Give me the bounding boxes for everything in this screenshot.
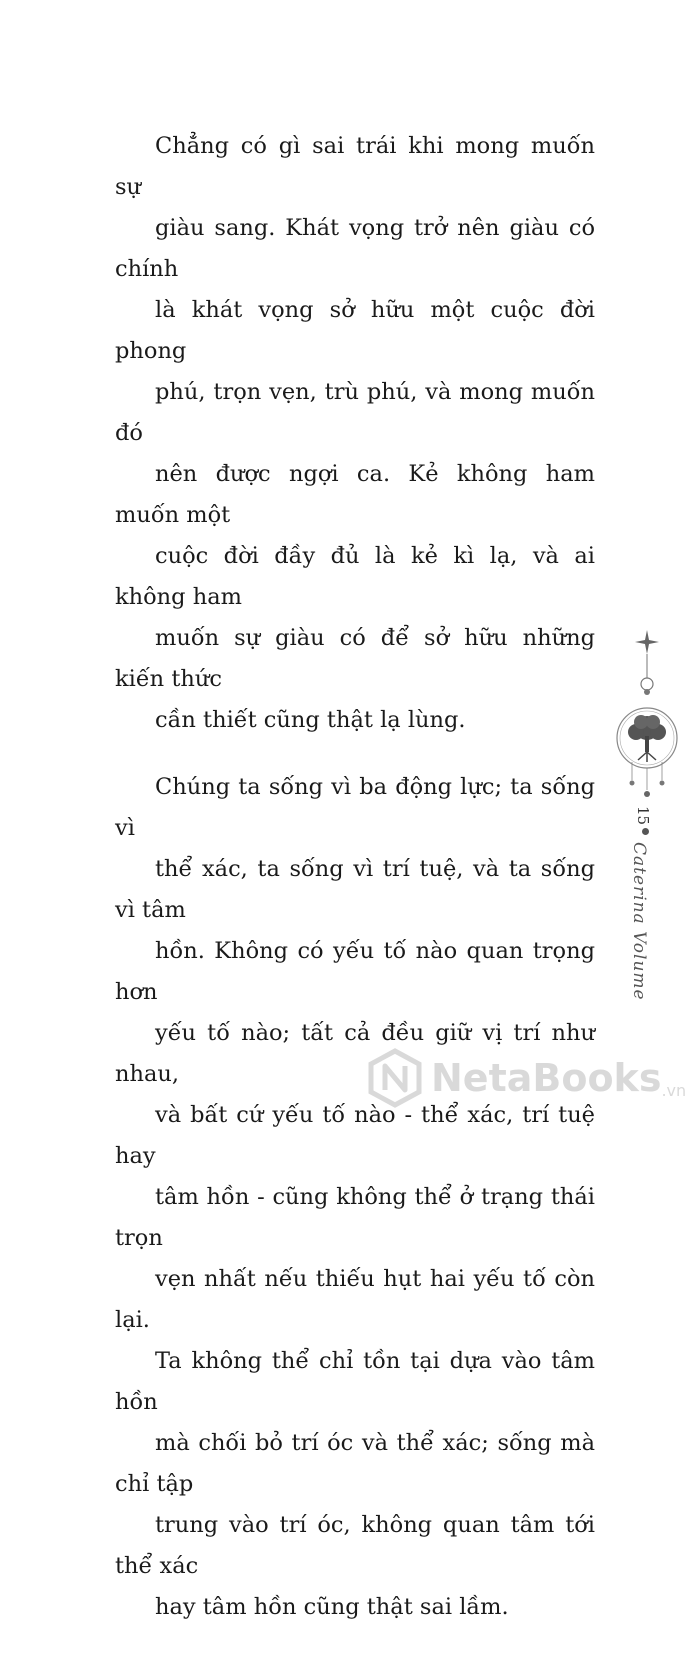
tree-of-life-pendant-icon: [612, 630, 682, 805]
watermark-brand: NetaBooks: [431, 1056, 662, 1100]
text-line: hồn. Không có yếu tố nào quan trọng hơn: [115, 938, 595, 1005]
text-line: phú, trọn vẹn, trù phú, và mong muốn đó: [115, 379, 595, 446]
text-line: cuộc đời đầy đủ là kẻ kì lạ, và ai không ham: [115, 543, 595, 610]
paragraph-2: [115, 767, 595, 1628]
text-line: vẹn nhất nếu thiếu hụt hai yếu tố còn lại.: [115, 1266, 595, 1333]
body-text: [115, 126, 595, 1654]
text-line: tâm hồn - cũng không thể ở trạng thái trọn: [115, 1184, 595, 1251]
author-name: Caterina Volume: [629, 842, 649, 1001]
text-line: mà chối bỏ trí óc và thể xác; sống mà chỉ tập: [115, 1430, 595, 1497]
text-line: cần thiết cũng thật lạ lùng.: [155, 707, 466, 733]
netabooks-logo-icon: [365, 1048, 425, 1108]
text-line: và bất cứ yếu tố nào - thể xác, trí tuệ hay: [115, 1102, 595, 1169]
page-number: 15: [634, 806, 652, 826]
text-line: giàu sang. Khát vọng trở nên giàu có chính: [115, 215, 595, 282]
text-line: trung vào trí óc, không quan tâm tới thể xác: [115, 1512, 595, 1579]
text-line: là khát vọng sở hữu một cuộc đời phong: [115, 297, 595, 364]
text-line: thể xác, ta sống vì trí tuệ, và ta sống vì tâm: [115, 856, 595, 923]
watermark: [365, 1042, 695, 1114]
bullet-dot: [642, 828, 649, 835]
text-line: yếu tố nào; tất cả đều giữ vị trí như nhau,: [115, 1020, 595, 1087]
text-line: Chúng ta sống vì ba động lực; ta sống vì: [115, 774, 595, 841]
text-line: muốn sự giàu có để sở hữu những kiến thức: [115, 625, 595, 692]
text-line: Chẳng có gì sai trái khi mong muốn sự: [115, 133, 595, 200]
text-line: nên được ngợi ca. Kẻ không ham muốn một: [115, 461, 595, 528]
text-line: Ta không thể chỉ tồn tại dựa vào tâm hồn: [115, 1348, 595, 1415]
paragraph-1: [115, 126, 595, 741]
text-line: hay tâm hồn cũng thật sai lầm.: [155, 1594, 509, 1620]
watermark-suffix: .vn: [661, 1081, 687, 1100]
